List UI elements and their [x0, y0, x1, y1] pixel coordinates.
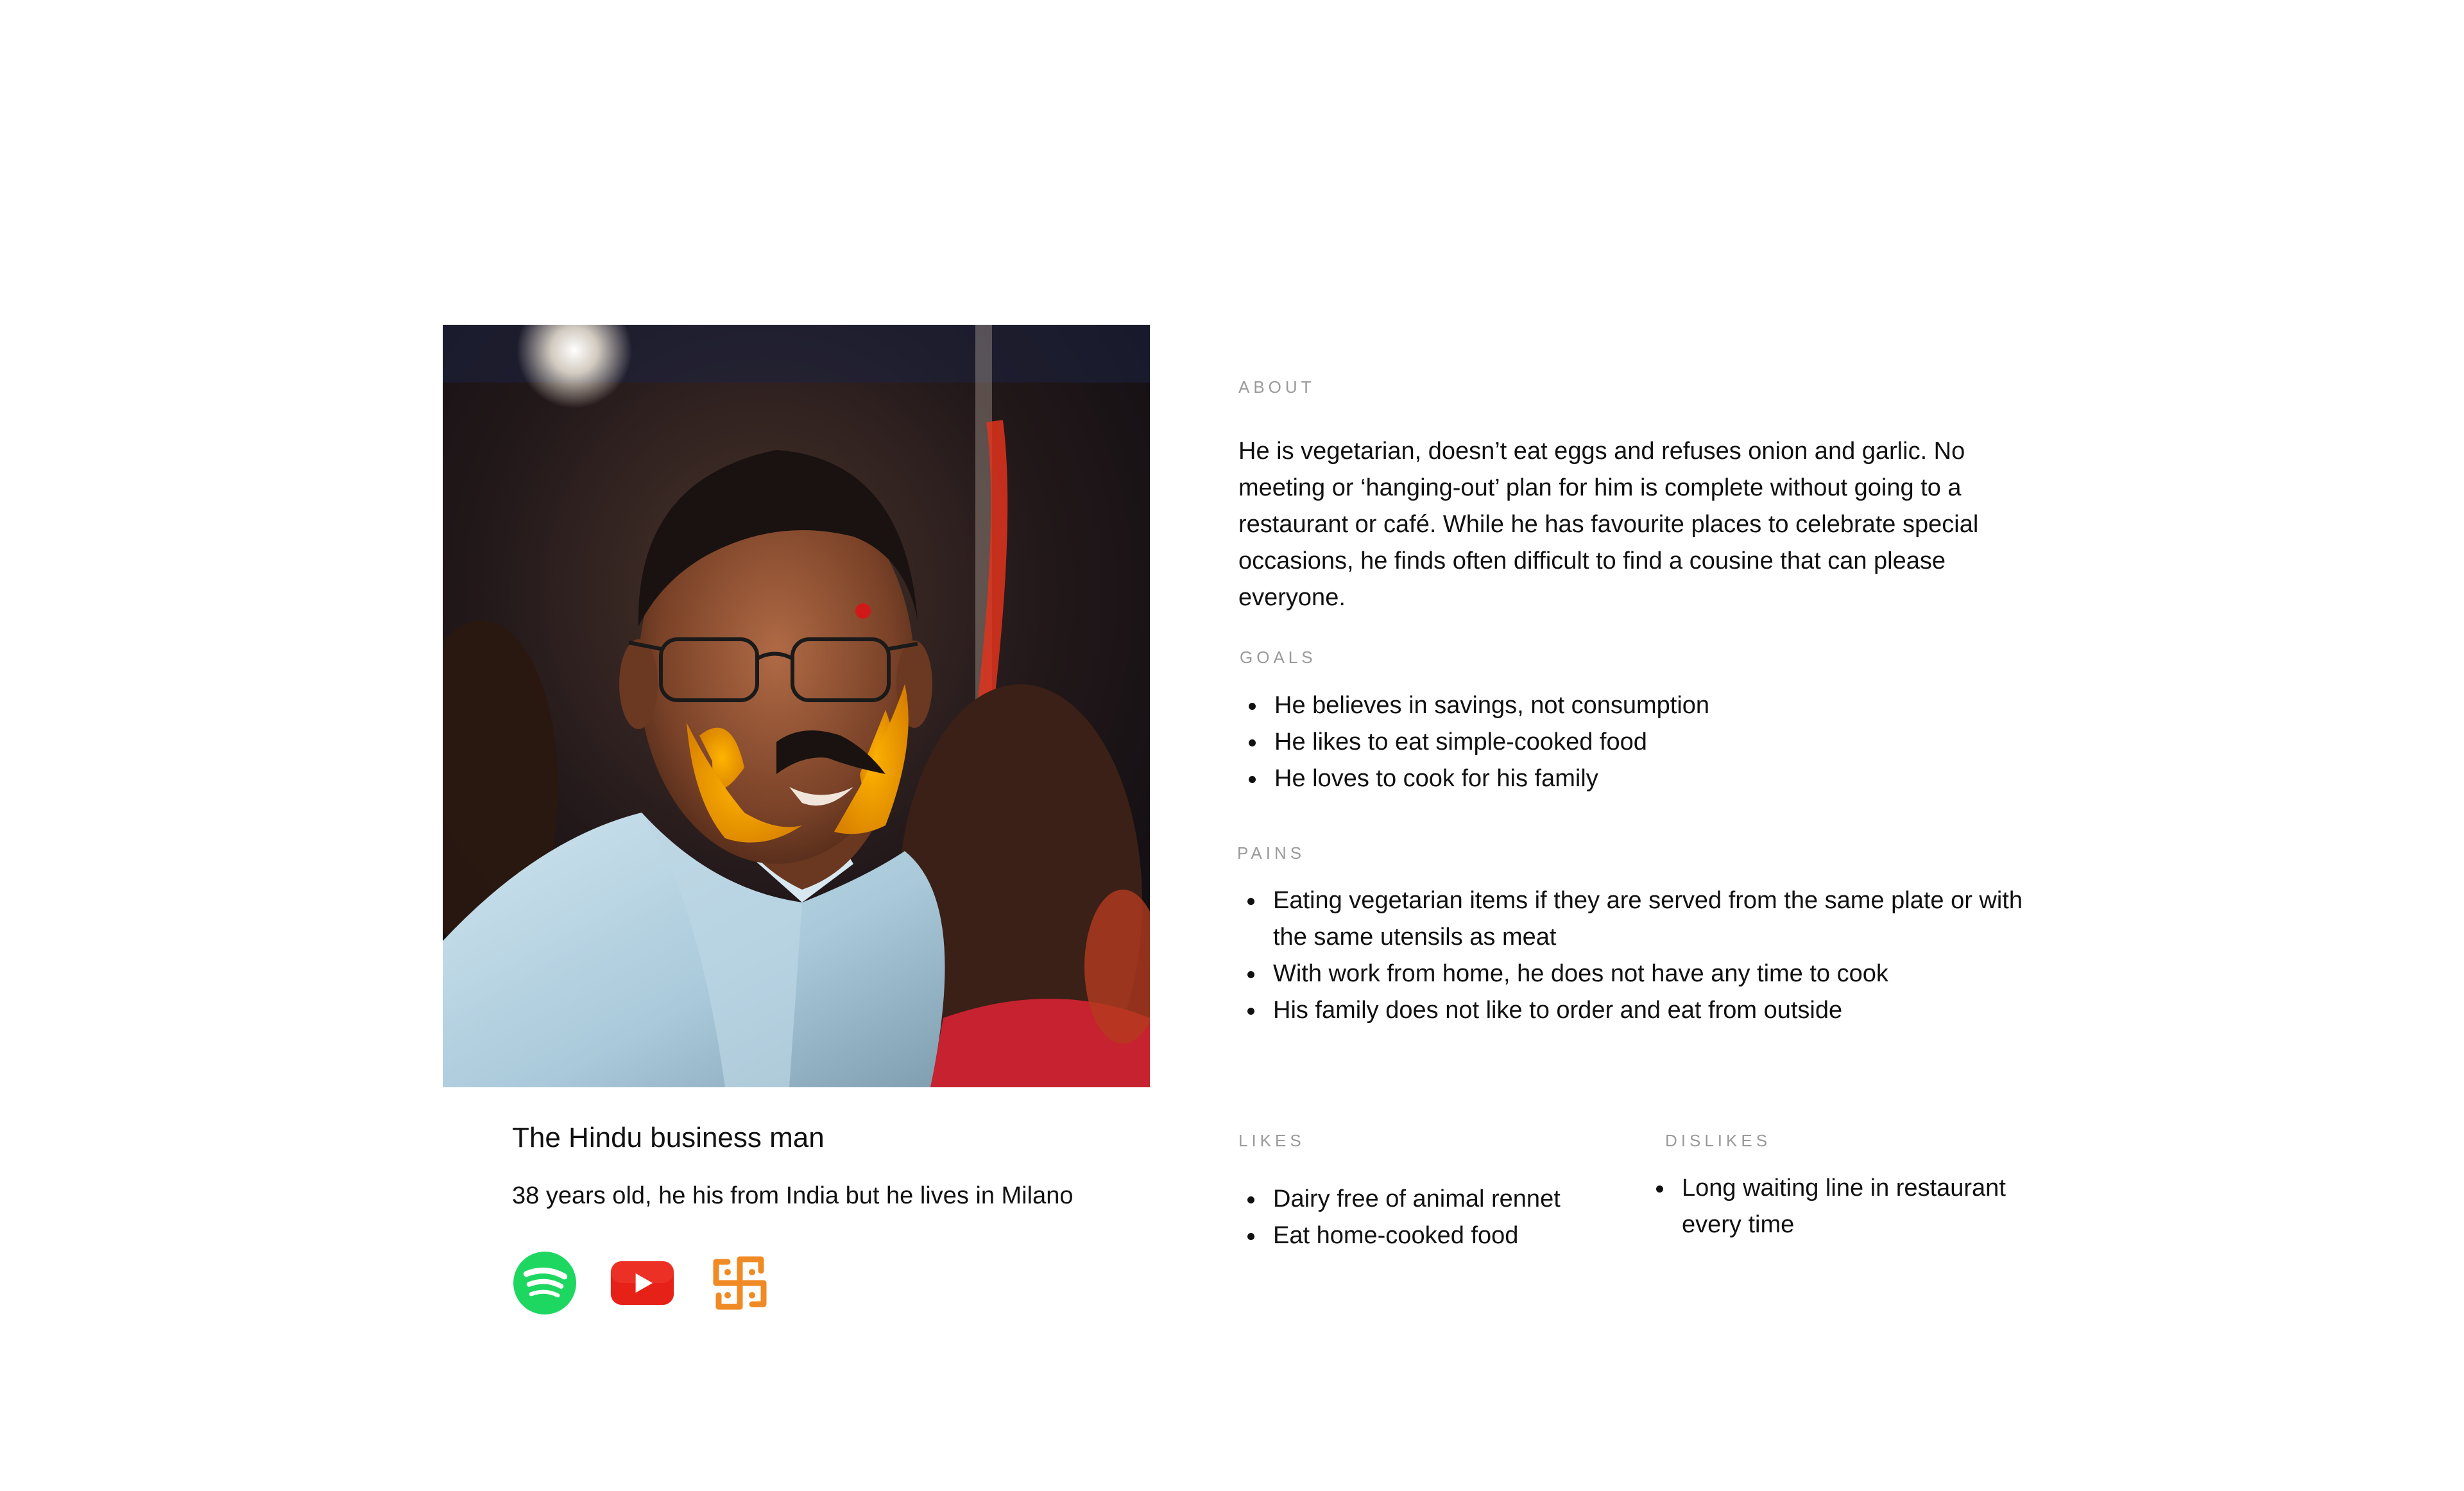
goals-label: GOALS	[1240, 648, 1317, 667]
dislikes-label: DISLIKES	[1665, 1131, 1772, 1150]
goals-list	[1240, 687, 2035, 797]
list-item: Dairy free of animal rennet	[1238, 1181, 1649, 1218]
list-item: He likes to eat simple-cooked food	[1240, 724, 2035, 761]
spotify-icon	[512, 1250, 578, 1316]
list-item: He loves to cook for his family	[1240, 761, 2035, 797]
pains-label: PAINS	[1237, 843, 1306, 863]
about-label: ABOUT	[1238, 377, 1315, 397]
pains-list	[1238, 883, 2041, 1029]
likes-label: LIKES	[1238, 1131, 1305, 1150]
likes-list	[1238, 1181, 1649, 1254]
portrait-photo	[443, 325, 1150, 1087]
list-item: He believes in savings, not consumption	[1240, 687, 2035, 724]
persona-description: 38 years old, he his from India but he lives in Milano	[512, 1182, 1074, 1209]
list-item: His family does not like to order and eat from outside	[1238, 992, 2041, 1029]
list-item: Eat home-cooked food	[1238, 1218, 1649, 1254]
about-text: He is vegetarian, doesn’t eat eggs and refuses onion and garlic. No meeting or ‘hanging-out’ plan for him is complete without going to a restaurant or café. While he has favourite places to celebrate special occasions, he finds often difficult to find a cousine that can please everyone.	[1238, 438, 1979, 611]
list-item: With work from home, he does not have any time to cook	[1238, 956, 2041, 992]
persona-photo	[443, 325, 1150, 1087]
list-item: Long waiting line in restaurant every time	[1647, 1170, 2058, 1243]
swastika-icon	[707, 1250, 773, 1316]
youtube-icon	[610, 1250, 675, 1316]
list-item: Eating vegetarian items if they are served from the same plate or with the same utensils as meat	[1238, 883, 2041, 956]
persona-name: The Hindu business man	[512, 1122, 825, 1153]
app-icons	[512, 1250, 773, 1316]
dislikes-list	[1647, 1170, 2058, 1243]
